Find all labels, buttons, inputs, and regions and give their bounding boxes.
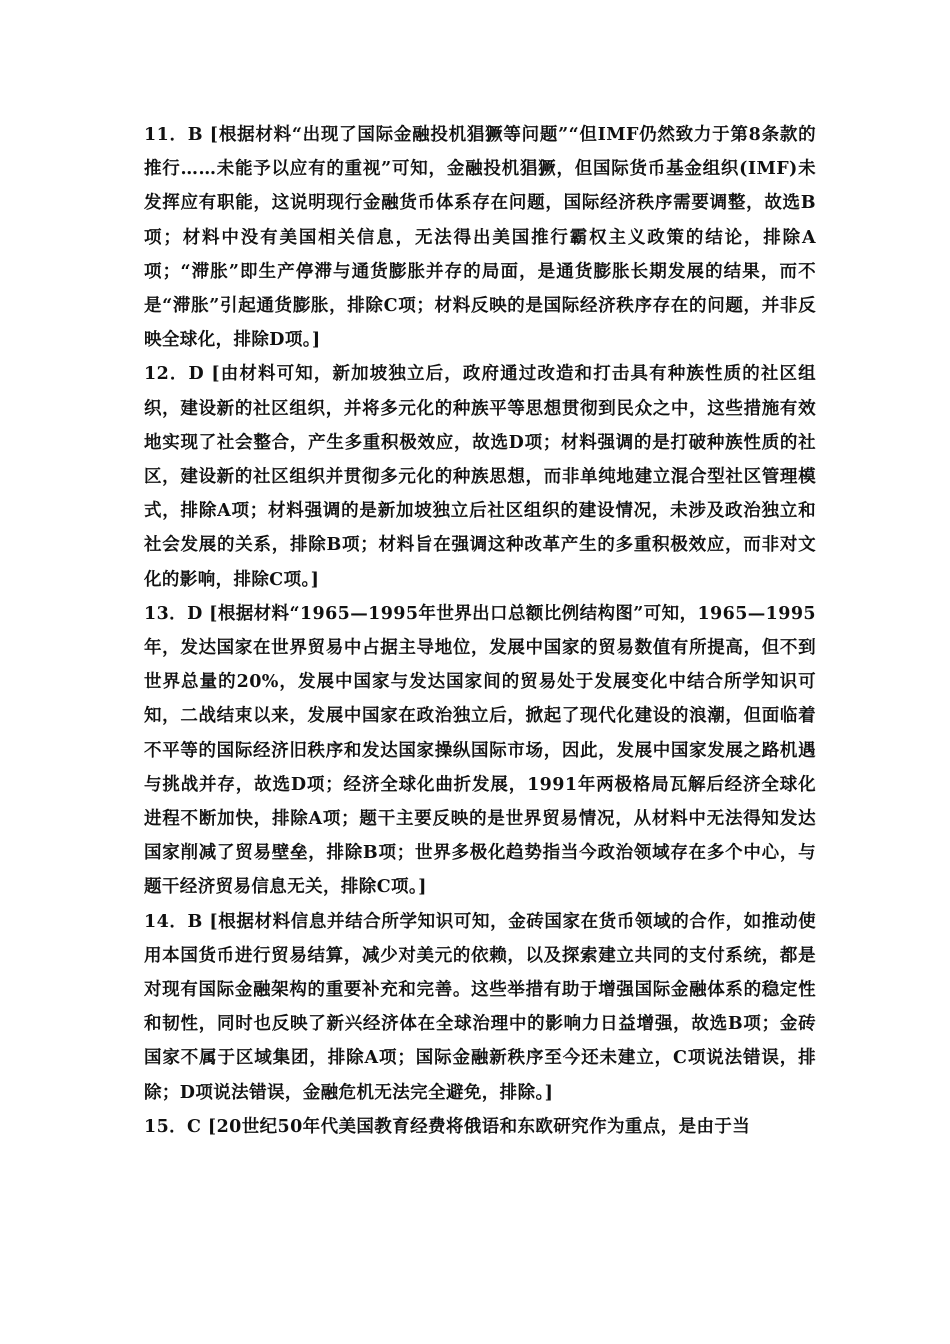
answer-11-number: 11．B bbox=[144, 125, 203, 145]
answer-15 bbox=[144, 1110, 816, 1144]
answer-14-number: 14．B bbox=[144, 911, 203, 932]
answer-15-number: 15．C bbox=[144, 1116, 202, 1137]
answer-12-number: 12．D bbox=[144, 364, 205, 385]
answer-11 bbox=[144, 118, 816, 357]
answer-14 bbox=[144, 905, 816, 1110]
answer-15-text: [20世纪50年代美国教育经费将俄语和东欧研究作为重点，是由于当 bbox=[207, 1116, 751, 1137]
answer-13-text: [根据材料“1965—1995年世界出口总额比例结构图”可知，1965—1995年，发达国家在世界贸易中占据主导地位，发展中国家的贸易数值有所提高，但不到世界总量的20%，发展中国家与发达国家间的贸易处于发展变化中结合所学知识可知，二战结束以来，发展中国家在政治独立后，掀起了现代化建设的浪潮，但面临着不平等的国际经济旧秩序和发达国家操纵国际市场，因此，发展中国家发展之路机遇与挑战并存，故选D项；经济全球化曲折发展，1991年两极格局瓦解后经济全球化进程不断加快，排除A项；题干主要反映的是世界贸易情况，从材料中无法得知发达国家削减了贸易壁垒，排除B项；世界多极化趋势指当今政治领域存在多个中心，与题干经济贸易信息无关，排除C项。] bbox=[144, 603, 816, 898]
answer-14-text: [根据材料信息并结合所学知识可知，金砖国家在货币领域的合作，如推动使用本国货币进行贸易结算，减少对美元的依赖，以及探索建立共同的支付系统，都是对现有国际金融架构的重要补充和完善。这些举措有助于增强国际金融体系的稳定性和韧性，同时也反映了新兴经济体在全球治理中的影响力日益增强，故选B项；金砖国家不属于区域集团，排除A项；国际金融新秩序至今还未建立，C项说法错误，排除；D项说法错误，金融危机无法完全避免，排除。] bbox=[144, 911, 816, 1103]
answer-11-text: [根据材料“出现了国际金融投机猖獗等问题”“但IMF仍然致力于第8条款的推行……未能予以应有的重视”可知，金融投机猖獗，但国际货币基金组织(IMF)未发挥应有职能，这说明现行金融货币体系存在问题，国际经济秩序需要调整，故选B项；材料中没有美国相关信息，无法得出美国推行霸权主义政策的结论，排除A项；“滞胀”即生产停滞与通货膨胀并存的局面，是通货膨胀长期发展的结果，而不是“滞胀”引起通货膨胀，排除C项；材料反映的是国际经济秩序存在的问题，并非反映全球化，排除D项。] bbox=[144, 125, 816, 351]
answer-explanations bbox=[144, 118, 816, 1144]
answer-13-number: 13．D bbox=[144, 603, 203, 624]
answer-12 bbox=[144, 357, 816, 596]
answer-13 bbox=[144, 597, 816, 905]
answer-12-text: [由材料可知，新加坡独立后，政府通过改造和打击具有种族性质的社区组织，建设新的社区组织，并将多元化的种族平等思想贯彻到民众之中，这些措施有效地实现了社会整合，产生多重积极效应，故选D项；材料强调的是打破种族性质的社区，建设新的社区组织并贯彻多元化的种族思想，而非单纯地建立混合型社区管理模式，排除A项；材料强调的是新加坡独立后社区组织的建设情况，未涉及政治独立和社会发展的关系，排除B项；材料旨在强调这种改革产生的多重积极效应，而非对文化的影响，排除C项。] bbox=[144, 364, 816, 590]
